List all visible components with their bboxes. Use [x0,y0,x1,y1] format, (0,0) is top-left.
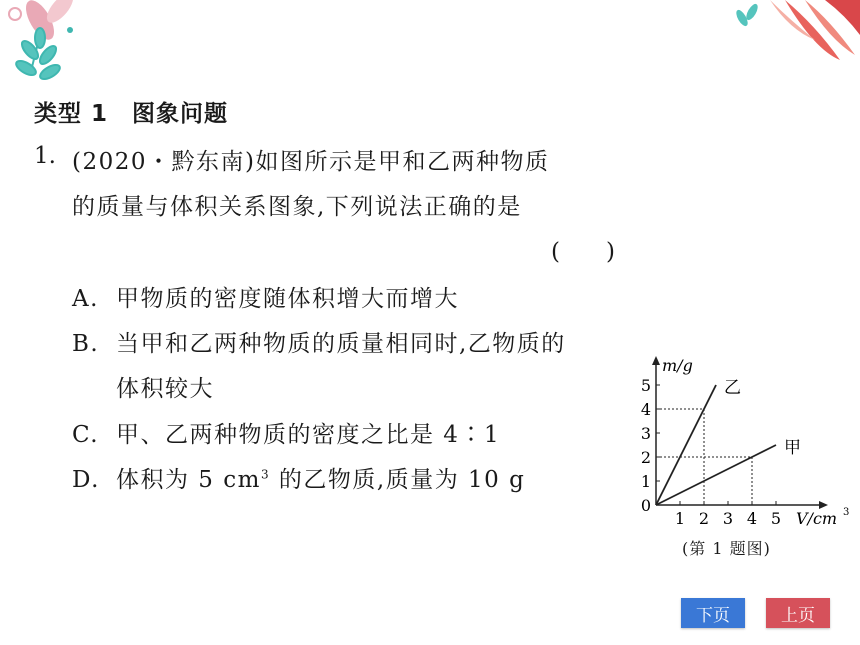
y-tick-label: 1 [640,472,652,491]
y-axis-arrow-icon [652,356,660,365]
series-label: 乙 [724,378,741,398]
floral-decoration-left-icon [0,0,110,95]
question-line-1: (2020・黔东南)如图所示是甲和乙两种物质 [72,149,550,175]
y-tick-label: 4 [640,400,652,419]
option-d-text-after: 的乙物质,质量为 10 g [270,467,526,493]
x-tick-label: 2 [698,509,710,528]
y-tick-label: 5 [640,376,652,395]
question-line-2: 的质量与体积关系图象,下列说法正确的是 [72,194,522,220]
y-axis-label: m/g [662,356,693,375]
x-axis-arrow-icon [819,501,828,509]
option-d-text-before: 体积为 5 cm [116,467,261,493]
y-tick-label: 3 [640,424,652,443]
x-axis-label: V/cm [796,509,838,528]
x-axis-label-superscript: 3 [843,507,850,518]
series-label: 甲 [784,438,801,458]
x-tick-label: 4 [746,509,758,528]
previous-page-button[interactable]: 上页 [766,598,830,628]
next-page-button[interactable]: 下页 [681,598,745,628]
option-a-letter: A. [72,286,99,312]
x-tick-label: 5 [770,509,782,528]
x-tick-label: 1 [674,509,686,528]
option-c[interactable] [72,416,500,449]
question-number: 1. [34,143,56,169]
option-c-text: 甲、乙两种物质的密度之比是 4∶1 [116,422,501,448]
option-a[interactable] [72,280,459,313]
option-d[interactable] [72,461,525,494]
mass-volume-graph [625,350,850,535]
option-a-text: 甲物质的密度随体积增大而增大 [116,286,459,312]
option-b-text: 当甲和乙两种物质的质量相同时,乙物质的 [116,331,566,357]
series-line [656,445,776,505]
option-d-superscript: 3 [260,467,271,482]
option-b-letter: B. [72,331,100,357]
option-b-text-continued: 体积较大 [116,376,214,402]
x-tick-label: 3 [722,509,734,528]
y-tick-label: 2 [640,448,652,467]
series-line [656,385,716,505]
floral-decoration-right-icon [730,0,860,70]
option-c-letter: C. [72,422,100,448]
y-tick-label: 0 [640,496,652,515]
figure-caption: (第 1 题图) [682,539,771,558]
answer-parenthesis: ( ) [551,239,615,265]
option-b[interactable] [72,325,566,358]
option-d-letter: D. [72,467,100,493]
section-title: 类型 1 图象问题 [34,101,229,127]
